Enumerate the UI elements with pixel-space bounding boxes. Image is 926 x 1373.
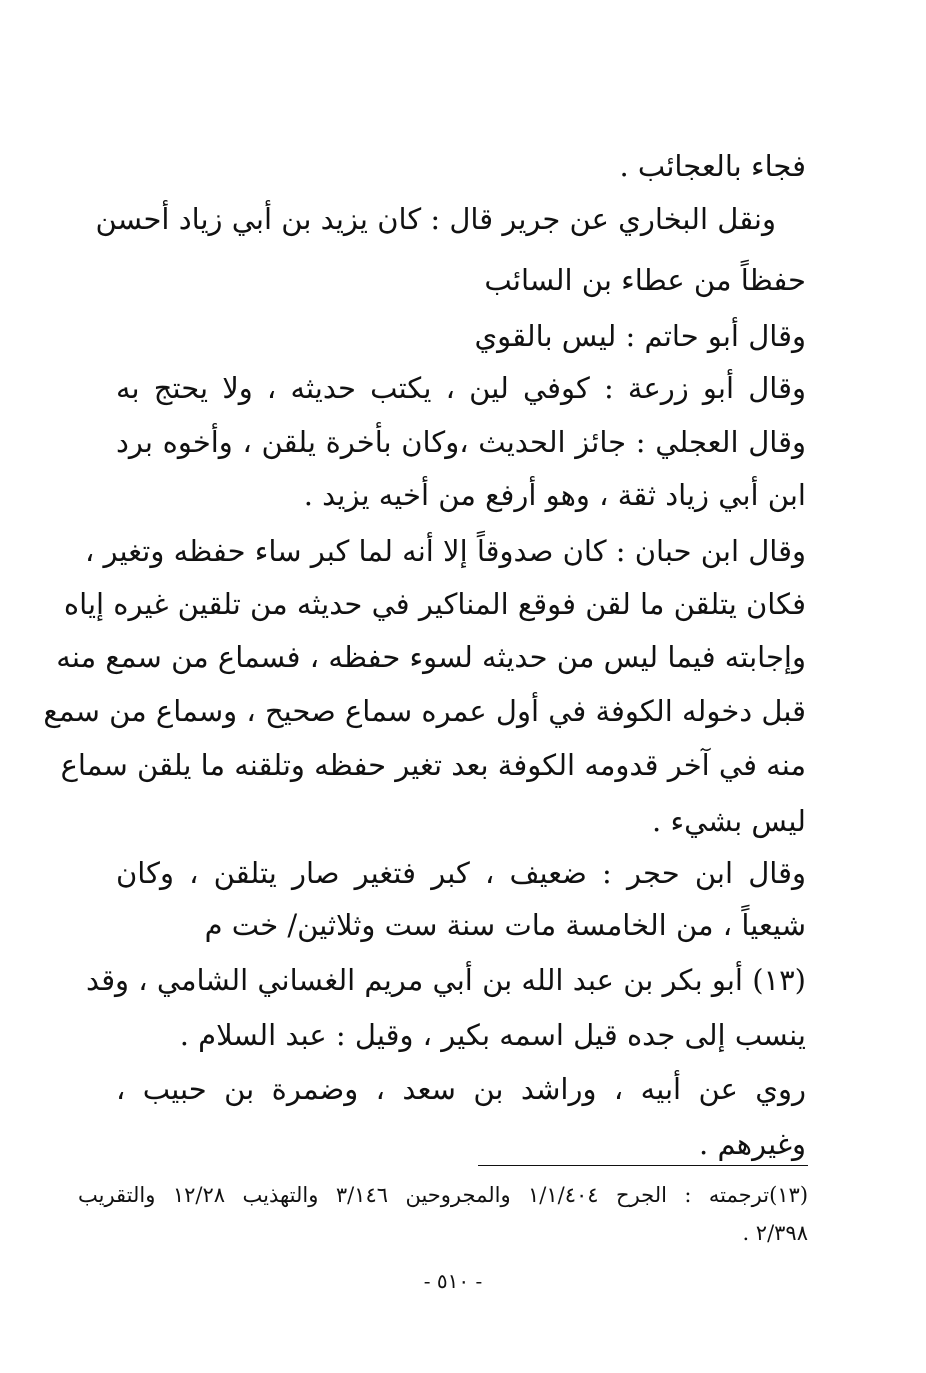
text-line-2: ونقل البخاري عن جرير قال : كان يزيد بن أبي زياد أحسن <box>95 202 776 236</box>
footnote-line-2: ٢/٣٩٨ . <box>742 1221 808 1245</box>
text-line-10: وإجابته فيما ليس من حديثه لسوء حفظه ، فسماع من سمع منه <box>56 640 806 674</box>
text-line-15: شيعياً ، من الخامسة مات سنة ست وثلاثين/ خت م <box>204 908 806 942</box>
text-line-9: فكان يتلقن ما لقن فوقع المناكير في حديثه من تلقين غيره إياه <box>63 587 806 621</box>
footnote-separator <box>478 1165 808 1166</box>
text-line-11: قبل دخوله الكوفة في أول عمره سماع صحيح ، وسماع من سمع <box>43 694 806 728</box>
text-line-17: ينسب إلى جده قيل اسمه بكير ، وقيل : عبد السلام . <box>179 1018 806 1052</box>
text-line-5: وقال أبو زرعة : كوفي لين ، يكتب حديثه ، ولا يحتج به <box>116 371 806 405</box>
text-line-13: ليس بشيء . <box>652 804 806 838</box>
text-line-19: وغيرهم . <box>699 1127 806 1161</box>
text-line-12: منه في آخر قدومه الكوفة بعد تغير حفظه وتلقنه ما يلقن سماع <box>60 748 806 782</box>
text-line-4: وقال أبو حاتم : ليس بالقوي <box>474 319 806 353</box>
text-line-1: فجاء بالعجائب . <box>619 149 806 183</box>
footnote-line-1: (١٣)ترجمته : الجرح ١/١/٤٠٤ والمجروحين ٣/١٤٦ والتهذيب ١٢/٢٨ والتقريب <box>78 1183 809 1207</box>
text-line-18: روي عن أبيه ، وراشد بن سعد ، وضمرة بن حبيب ، <box>116 1072 806 1106</box>
page-number: - ٥١٠ - <box>423 1269 483 1293</box>
text-line-3: حفظاً من عطاء بن السائب <box>484 263 806 297</box>
text-line-16: (١٣) أبو بكر بن عبد الله بن أبي مريم الغساني الشامي ، وقد <box>85 963 806 997</box>
text-line-14: وقال ابن حجر : ضعيف ، كبر فتغير صار يتلقن ، وكان <box>116 856 806 890</box>
text-line-8: وقال ابن حبان : كان صدوقاً إلا أنه لما كبر ساء حفظه وتغير ، <box>84 534 806 568</box>
text-line-6: وقال العجلي : جائز الحديث ،وكان بأخرة يلقن ، وأخوه برد <box>116 425 807 459</box>
text-line-7: ابن أبي زياد ثقة ، وهو أرفع من أخيه يزيد . <box>303 478 806 512</box>
